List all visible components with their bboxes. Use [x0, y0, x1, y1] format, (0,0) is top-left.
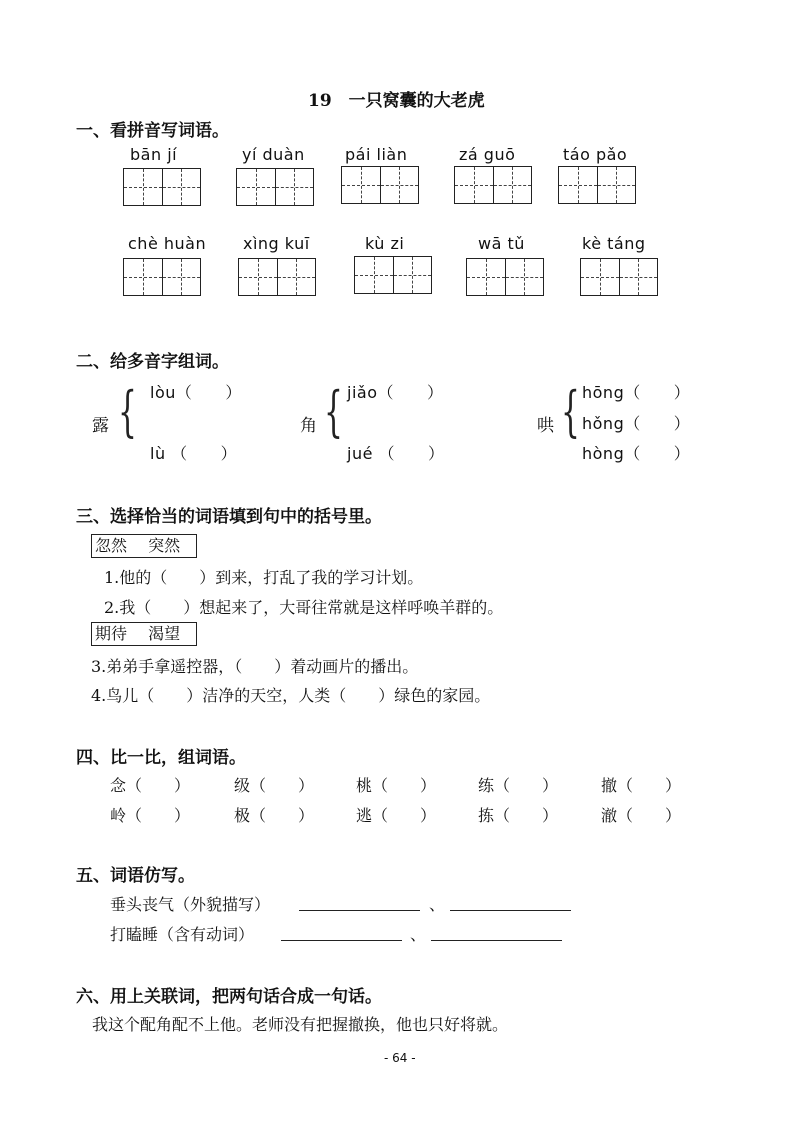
pinyin-label: zá guō [459, 145, 516, 164]
brace-icon: { [561, 380, 580, 443]
section-1-heading: 一、看拼音写词语。 [76, 121, 229, 141]
writing-grid[interactable] [354, 256, 432, 294]
writing-grid[interactable] [466, 258, 544, 296]
section-6-heading: 六、用上关联词，把两句话合成一句话。 [76, 987, 382, 1007]
writing-grid[interactable] [238, 258, 316, 296]
pinyin-label: pái liàn [345, 145, 408, 164]
sentence: 1.他的（ ）到来，打乱了我的学习计划。 [104, 568, 424, 587]
compare-item[interactable]: 念（ ） [110, 776, 191, 795]
compare-item[interactable]: 撤（ ） [601, 776, 682, 795]
section-4-heading: 四、比一比，组词语。 [76, 748, 246, 768]
sentence: 4.鸟儿（ ）洁净的天空，人类（ ）绿色的家园。 [91, 686, 491, 705]
word-choice-box: 期待 渴望 [91, 622, 197, 646]
imitation-prompt: 垂头丧气（外貌描写） [110, 895, 271, 914]
polyphone-item[interactable]: jué （ ） [347, 444, 445, 463]
pinyin-label: táo pǎo [563, 145, 628, 164]
pinyin-label: chè huàn [128, 234, 207, 253]
polyphone-item[interactable]: hōng（ ） [582, 383, 691, 402]
pinyin-label: kù zi [365, 234, 405, 253]
writing-grid[interactable] [454, 166, 532, 204]
section-5-heading: 五、词语仿写。 [76, 866, 195, 886]
brace-icon: { [118, 380, 137, 443]
section-2-heading: 二、给多音字组词。 [76, 352, 229, 372]
sentence: 2.我（ ）想起来了，大哥往常就是这样呼唤羊群的。 [104, 598, 504, 617]
polyphone-item[interactable]: lù （ ） [150, 444, 238, 463]
polyphone-char: 角 [300, 416, 317, 436]
page-number: - 64 - [384, 1051, 416, 1065]
section-3-heading: 三、选择恰当的词语填到句中的括号里。 [76, 507, 382, 527]
separator: 、 [429, 895, 446, 914]
polyphone-item[interactable]: hǒng（ ） [582, 414, 691, 433]
pinyin-label: yí duàn [242, 145, 305, 164]
page-title: 19 一只窝囊的大老虎 [308, 91, 485, 111]
compare-item[interactable]: 级（ ） [234, 776, 315, 795]
compare-item[interactable]: 练（ ） [478, 776, 559, 795]
pinyin-label: kè táng [582, 234, 646, 253]
writing-grid[interactable] [558, 166, 636, 204]
combine-sentence: 我这个配角配不上他。老师没有把握撤换，他也只好将就。 [92, 1015, 509, 1034]
brace-icon: { [324, 380, 343, 443]
polyphone-item[interactable]: lòu（ ） [150, 383, 242, 402]
answer-line[interactable] [299, 910, 420, 911]
polyphone-char: 露 [92, 416, 109, 436]
answer-line[interactable] [450, 910, 571, 911]
compare-item[interactable]: 岭（ ） [110, 806, 191, 825]
compare-item[interactable]: 桃（ ） [356, 776, 437, 795]
compare-item[interactable]: 澈（ ） [601, 806, 682, 825]
polyphone-char: 哄 [537, 416, 554, 436]
compare-item[interactable]: 逃（ ） [356, 806, 437, 825]
answer-line[interactable] [431, 940, 562, 941]
pinyin-label: xìng kuī [243, 234, 310, 253]
writing-grid[interactable] [580, 258, 658, 296]
pinyin-label: wā tǔ [478, 234, 525, 253]
separator: 、 [410, 925, 427, 944]
polyphone-item[interactable]: hòng（ ） [582, 444, 691, 463]
pinyin-label: bān jí [130, 145, 178, 164]
writing-grid[interactable] [123, 168, 201, 206]
writing-grid[interactable] [123, 258, 201, 296]
word-choice-box: 忽然 突然 [91, 534, 197, 558]
compare-item[interactable]: 拣（ ） [478, 806, 559, 825]
imitation-prompt: 打瞌睡（含有动词） [110, 925, 255, 944]
answer-line[interactable] [281, 940, 402, 941]
polyphone-item[interactable]: jiǎo（ ） [347, 383, 444, 402]
compare-item[interactable]: 极（ ） [234, 806, 315, 825]
writing-grid[interactable] [341, 166, 419, 204]
sentence: 3.弟弟手拿遥控器，（ ）着动画片的播出。 [91, 657, 419, 676]
writing-grid[interactable] [236, 168, 314, 206]
